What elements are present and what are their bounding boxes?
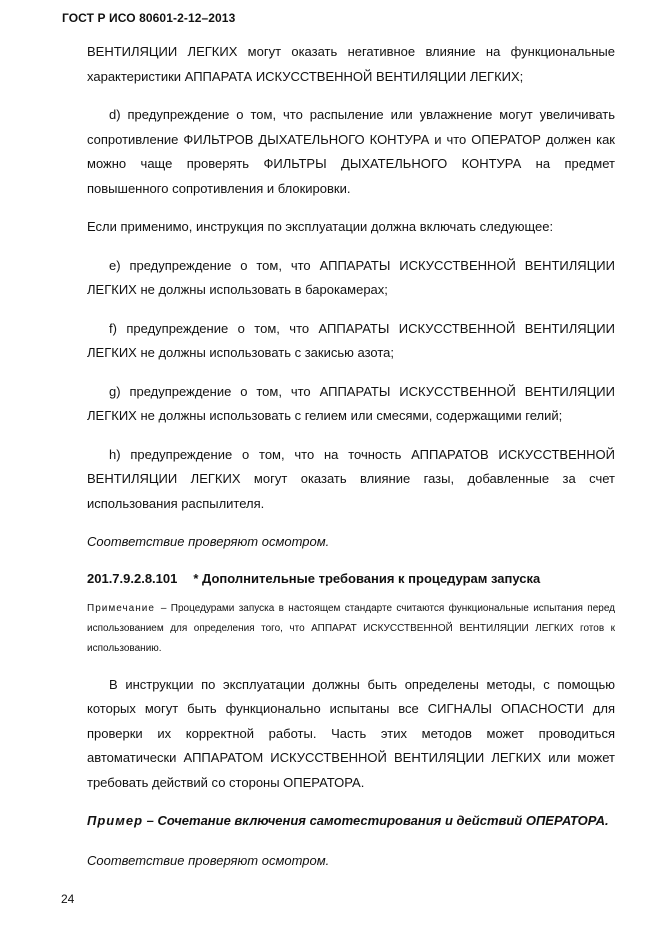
example-text: Сочетание включения самотестирования и действий ОПЕРАТОРА. [157,813,609,828]
list-item-e: e) предупреждение о том, что АППАРАТЫ ИСКУССТВЕННОЙ ВЕНТИЛЯЦИИ ЛЕГКИХ не должны использовать в барокамерах; [87,257,615,297]
paragraph-methods: В инструкции по эксплуатации должны быть определены методы, с помощью которых могут быть функционально испытаны все СИГНАЛЫ ОПАСНОСТИ для проверки их корректной работы. Часть этих методов может проводиться автоматически АППАРАТОМ ИСКУССТВЕННОЙ ВЕНТИЛЯЦИИ ЛЕГКИХ или может требовать действий со стороны ОПЕРАТОРА. [87,676,615,790]
list-item-d: d) предупреждение о том, что распыление или увлажнение могут увеличивать сопротивление ФИЛЬТРОВ ДЫХАТЕЛЬНОГО КОНТУРА и что ОПЕРАТОР должен как можно чаще проверять ФИЛЬТРЫ ДЫХАТЕЛЬНОГО КОНТУРА на предмет повышенного сопротивления и блокировки. [87,107,615,196]
section-heading [87,569,615,589]
paragraph-if-applicable: Если применимо, инструкция по эксплуатации должна включать следующее: [87,219,554,234]
section-title: * Дополнительные требования к процедурам запуска [193,570,541,586]
example [62,809,615,833]
compliance-statement: Соответствие проверяют осмотром. [87,534,330,549]
example-label: Пример [87,813,144,828]
note-label: Примечание [87,602,155,614]
compliance-statement-2: Соответствие проверяют осмотром. [87,853,330,868]
document-header: ГОСТ Р ИСО 80601-2-12–2013 [62,11,236,25]
list-item-f: f) предупреждение о том, что АППАРАТЫ ИСКУССТВЕННОЙ ВЕНТИЛЯЦИИ ЛЕГКИХ не должны использовать с закисью азота; [87,320,615,360]
note-text: Процедурами запуска в настоящем стандарте считаются функциональные испытания перед использованием для определения того, что АППАРАТ ИСКУССТВЕННОЙ ВЕНТИЛЯЦИИ ЛЕГКИХ готов к использованию. [87,602,615,654]
page-number: 24 [61,892,75,906]
list-item-h: h) предупреждение о том, что на точность АППАРАТОВ ИСКУССТВЕННОЙ ВЕНТИЛЯЦИИ ЛЕГКИХ могут оказать влияние газы, добавленные за счет использования распылителя. [87,446,615,511]
note-dash: – [160,602,167,614]
page-content [87,40,615,888]
example-dash: – [146,813,154,828]
note [87,599,615,659]
paragraph-continuation: ВЕНТИЛЯЦИИ ЛЕГКИХ могут оказать негативное влияние на функциональные характеристики АППАРАТА ИСКУССТВЕННОЙ ВЕНТИЛЯЦИИ ЛЕГКИХ; [87,44,615,84]
section-number: 201.7.9.2.8.101 [87,570,178,586]
list-item-g: g) предупреждение о том, что АППАРАТЫ ИСКУССТВЕННОЙ ВЕНТИЛЯЦИИ ЛЕГКИХ не должны использовать с гелием или смесями, содержащими гелий; [87,383,615,423]
